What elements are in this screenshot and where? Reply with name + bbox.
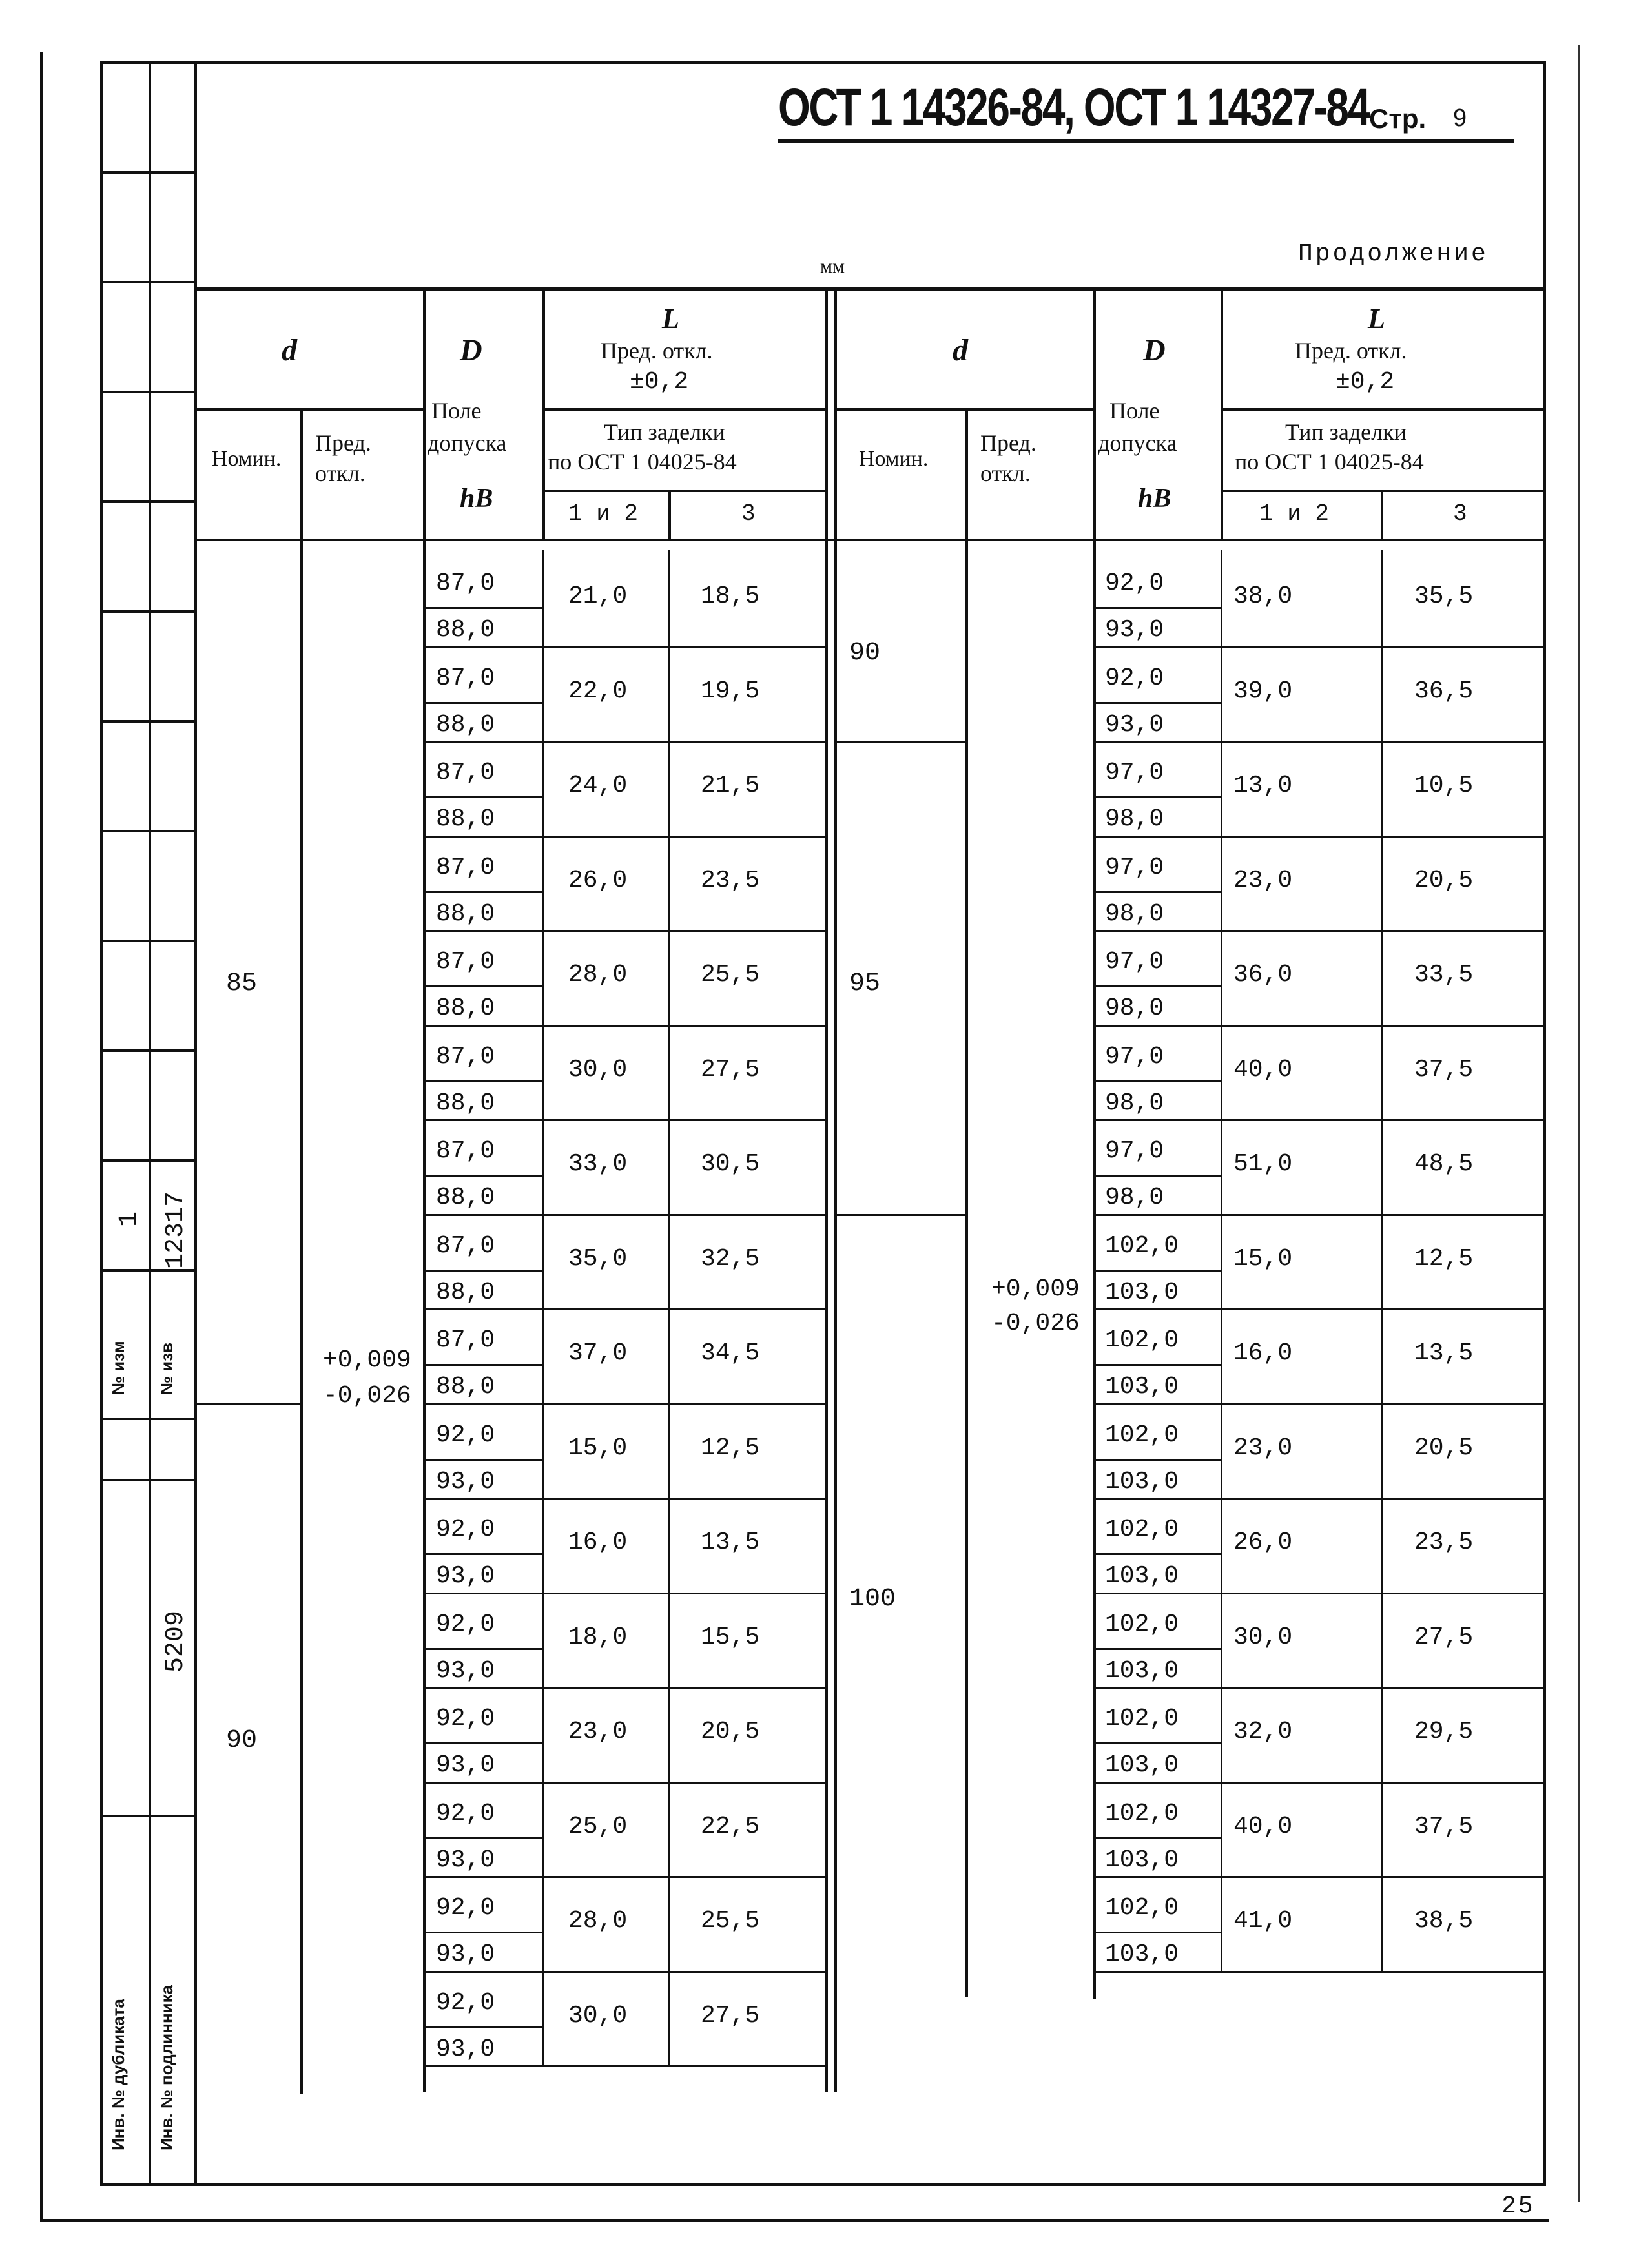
row-divider (1093, 1687, 1545, 1689)
d-divider (424, 985, 542, 987)
d-divider (1093, 985, 1221, 987)
t12-right: 1 и 2 (1259, 500, 1330, 527)
l-type3-value: 22,5 (701, 1812, 760, 1840)
L-dev-val-left: ±0,2 (630, 368, 689, 396)
otkl-right: откл. (980, 460, 1031, 486)
l-type3-value: 20,5 (1414, 1434, 1474, 1462)
l-type3-value: 36,5 (1414, 677, 1474, 705)
l-type12-value: 30,0 (568, 2001, 628, 2030)
row-divider (1093, 1119, 1545, 1121)
l-col-end (1543, 739, 1545, 1214)
izv-label: № изв (157, 1342, 176, 1395)
d-divider (1093, 607, 1221, 609)
d-divider (1093, 891, 1221, 893)
l-type12-value: 39,0 (1233, 677, 1293, 705)
l-type12-value: 25,0 (568, 1812, 628, 1840)
izv-value: 12317 (161, 1191, 191, 1269)
d-upper-value: 92,0 (436, 1988, 495, 2017)
d-lower-value: 103,0 (1105, 1467, 1179, 1496)
l-type3-value: 23,5 (1414, 1529, 1474, 1556)
row-divider (1093, 1593, 1545, 1594)
l-type12-value: 40,0 (1233, 1812, 1293, 1840)
row-divider (424, 1025, 825, 1027)
l-type3-value: 21,5 (701, 772, 760, 799)
l-type3-value: 18,5 (701, 582, 760, 610)
d-lower-value: 88,0 (436, 1278, 495, 1306)
l-type12-value: 28,0 (568, 1907, 628, 1935)
l-type3-value: 25,5 (701, 1907, 760, 1935)
l-type3-value: 13,5 (1414, 1339, 1474, 1367)
d-col-end (542, 1402, 544, 2066)
dubl-label: Инв. № дубликата (108, 1999, 128, 2150)
row-divider (424, 646, 825, 648)
nominal-d-value: 95 (849, 969, 881, 999)
l-type3-value: 30,5 (701, 1150, 760, 1178)
d-divider (1093, 1175, 1221, 1177)
l-type3-value: 23,5 (701, 866, 760, 894)
l-type3-value: 10,5 (1414, 772, 1474, 799)
l-type3-value: 27,5 (701, 1055, 760, 1084)
d-upper-value: 87,0 (436, 1042, 495, 1071)
d-upper-value: 92,0 (1105, 664, 1164, 692)
d-lower-value: 93,0 (436, 1751, 495, 1779)
d-upper-value: 102,0 (1105, 1610, 1179, 1638)
d-upper-value: 102,0 (1105, 1421, 1179, 1449)
group-divider (834, 1214, 965, 1216)
l-type12-value: 30,0 (1233, 1623, 1293, 1651)
col-D-right: D (1143, 333, 1166, 367)
row-divider (1093, 930, 1545, 932)
d-upper-value: 92,0 (1105, 570, 1164, 597)
row-divider (424, 741, 825, 743)
l-col-end (825, 550, 827, 1403)
tip-left: Тип заделки (604, 419, 725, 445)
d-divider (1093, 1270, 1221, 1272)
poost-left: по ОСТ 1 04025-84 (548, 449, 737, 475)
l-type12-value: 30,0 (568, 1055, 628, 1084)
l-type12-value: 32,0 (1233, 1718, 1293, 1746)
d-lower-value: 88,0 (436, 900, 495, 928)
t3-right: 3 (1453, 500, 1467, 527)
l-type12-value: 23,0 (1233, 1434, 1293, 1462)
col-D-left: D (460, 333, 482, 367)
l-type3-value: 25,5 (701, 961, 760, 989)
d-divider (1093, 1080, 1221, 1082)
d-divider (1093, 1553, 1221, 1555)
d-upper-value: 97,0 (1105, 1137, 1164, 1165)
l-type12-value: 13,0 (1233, 772, 1293, 799)
d-lower-value: 93,0 (436, 1467, 495, 1496)
dopuska-left: допуска (428, 430, 507, 456)
d-upper-value: 102,0 (1105, 1894, 1179, 1922)
l-type12-value: 36,0 (1233, 961, 1293, 989)
d-lower-value: 93,0 (436, 1846, 495, 1874)
d-lower-value: 93,0 (436, 1562, 495, 1590)
d-lower-value: 98,0 (1105, 805, 1164, 833)
l-type12-value: 24,0 (568, 772, 628, 799)
row-divider (424, 1214, 825, 1216)
l-col-divider (668, 1402, 670, 2066)
d-col-end (542, 550, 544, 1403)
group-divider (834, 741, 965, 743)
row-divider (424, 2065, 825, 2067)
doc-title: ОСТ 1 14326-84, ОСТ 1 14327-84 (778, 78, 1370, 137)
d-upper-value: 87,0 (436, 853, 495, 881)
d-upper-value: 92,0 (436, 1894, 495, 1922)
hb-right: hВ (1138, 484, 1171, 513)
d-upper-value: 87,0 (436, 1232, 495, 1260)
l-type12-value: 35,0 (568, 1244, 628, 1273)
l-type12-value: 41,0 (1233, 1907, 1293, 1935)
d-upper-value: 97,0 (1105, 759, 1164, 787)
izm-label: № изм (108, 1341, 128, 1395)
d-upper-value: 102,0 (1105, 1799, 1179, 1828)
d-lower-value: 88,0 (436, 1373, 495, 1401)
dopuska-right: допуска (1098, 430, 1177, 456)
l-type3-value: 27,5 (1414, 1623, 1474, 1651)
d-lower-value: 103,0 (1105, 1656, 1179, 1685)
d-upper-value: 102,0 (1105, 1232, 1179, 1260)
row-divider (1093, 1025, 1545, 1027)
d-divider (424, 1648, 542, 1650)
d-lower-value: 103,0 (1105, 1941, 1179, 1968)
d-lower-value: 93,0 (436, 1656, 495, 1685)
header-bottom-line (194, 539, 1546, 541)
row-divider (424, 1782, 825, 1784)
d-col-end (1221, 739, 1222, 1214)
nominal-d-value: 100 (849, 1584, 896, 1614)
l-type12-value: 23,0 (568, 1718, 628, 1746)
l-col-divider (1381, 739, 1383, 1214)
t3-left: 3 (741, 500, 756, 527)
l-type3-value: 34,5 (701, 1339, 760, 1367)
hb-left: hВ (460, 484, 493, 513)
l-type3-value: 33,5 (1414, 961, 1474, 989)
row-divider (424, 1687, 825, 1689)
row-divider (424, 1308, 825, 1310)
d-col-end (1221, 1213, 1222, 1971)
l-col-divider (668, 550, 670, 1403)
d-lower-value: 88,0 (436, 710, 495, 739)
l-col-end (1543, 1213, 1545, 1971)
d-divider (424, 1364, 542, 1366)
nominal-d-value: 90 (849, 638, 881, 668)
row-divider (424, 1119, 825, 1121)
d-divider (424, 1270, 542, 1272)
pred-left: Пред. (315, 430, 371, 456)
d-upper-value: 87,0 (436, 759, 495, 787)
units-label: мм (820, 256, 845, 277)
row-divider (424, 1593, 825, 1594)
group-divider (194, 1403, 303, 1405)
d-lower-value: 88,0 (436, 616, 495, 644)
d-upper-value: 92,0 (436, 1516, 495, 1543)
d-lower-value: 98,0 (1105, 995, 1164, 1022)
d-upper-value: 92,0 (436, 1421, 495, 1449)
l-type12-value: 23,0 (1233, 866, 1293, 894)
d-divider (1093, 1459, 1221, 1461)
poost-right: по ОСТ 1 04025-84 (1235, 449, 1424, 475)
row-divider (1093, 1876, 1545, 1878)
row-divider (1093, 1214, 1545, 1216)
outer-frame-left (40, 52, 43, 2222)
d-lower-value: 98,0 (1105, 1089, 1164, 1117)
d-divider (1093, 796, 1221, 798)
d-divider (424, 2026, 542, 2028)
row-divider (1093, 1782, 1545, 1784)
l-type12-value: 15,0 (1233, 1244, 1293, 1273)
right-tol-minus: -0,026 (991, 1310, 1080, 1337)
d-lower-value: 88,0 (436, 1089, 495, 1117)
l-type12-value: 40,0 (1233, 1055, 1293, 1084)
continuation-label: Продолжение (1298, 240, 1489, 268)
d-lower-value: 103,0 (1105, 1373, 1179, 1401)
d-upper-value: 92,0 (436, 1610, 495, 1638)
d-upper-value: 102,0 (1105, 1516, 1179, 1543)
d-upper-value: 87,0 (436, 1326, 495, 1354)
side-stamp-divider (149, 61, 151, 2186)
d-divider (424, 607, 542, 609)
L-dev-val-right: ±0,2 (1335, 368, 1395, 396)
d-upper-value: 102,0 (1105, 1326, 1179, 1354)
row-divider (424, 930, 825, 932)
d-lower-value: 103,0 (1105, 1846, 1179, 1874)
row-divider (1093, 741, 1545, 743)
d-upper-value: 97,0 (1105, 948, 1164, 976)
d-upper-value: 92,0 (436, 1799, 495, 1828)
d-lower-value: 93,0 (1105, 616, 1164, 644)
d-upper-value: 92,0 (436, 1705, 495, 1733)
l-type3-value: 20,5 (1414, 866, 1474, 894)
l-type3-value: 37,5 (1414, 1055, 1474, 1084)
d-divider (1093, 702, 1221, 704)
l-type3-value: 27,5 (701, 2001, 760, 2030)
izm-value: 1 (115, 1211, 144, 1227)
l-type12-value: 16,0 (1233, 1339, 1293, 1367)
d-upper-value: 87,0 (436, 664, 495, 692)
d-divider (424, 1459, 542, 1461)
d-lower-value: 88,0 (436, 805, 495, 833)
col-d-left: d (282, 333, 297, 367)
d-divider (424, 1837, 542, 1839)
l-type12-value: 15,0 (568, 1434, 628, 1462)
l-type12-value: 33,0 (568, 1150, 628, 1178)
col-L-left: L (662, 303, 679, 335)
d-divider (424, 1175, 542, 1177)
l-type12-value: 37,0 (568, 1339, 628, 1367)
row-divider (424, 1971, 825, 1973)
l-type12-value: 51,0 (1233, 1150, 1293, 1178)
d-divider (1093, 1932, 1221, 1933)
L-dev-right: Пред. откл. (1295, 338, 1407, 364)
tip-right: Тип заделки (1285, 419, 1407, 445)
row-divider (424, 1876, 825, 1878)
left-tol-plus: +0,009 (323, 1346, 411, 1374)
d-lower-value: 88,0 (436, 1184, 495, 1211)
page-num: 9 (1453, 105, 1467, 132)
d-lower-value: 93,0 (436, 1941, 495, 1968)
l-type3-value: 32,5 (701, 1244, 760, 1273)
l-type12-value: 28,0 (568, 961, 628, 989)
l-type3-value: 12,5 (1414, 1244, 1474, 1273)
d-divider (424, 1553, 542, 1555)
l-type3-value: 19,5 (701, 677, 760, 705)
L-dev-left: Пред. откл. (601, 338, 713, 364)
l-type12-value: 16,0 (568, 1529, 628, 1556)
outer-frame-right (1578, 45, 1580, 2202)
l-col-divider (1381, 1213, 1383, 1971)
row-divider (1093, 836, 1545, 838)
row-divider (1093, 646, 1545, 648)
row-divider (424, 1403, 825, 1405)
d-upper-value: 87,0 (436, 570, 495, 597)
nominal-d-value: 90 (226, 1726, 258, 1756)
row-divider (1093, 1971, 1545, 1973)
d-divider (424, 702, 542, 704)
l-col-divider (1381, 550, 1383, 741)
l-type12-value: 38,0 (1233, 582, 1293, 610)
l-type3-value: 38,5 (1414, 1907, 1474, 1935)
d-lower-value: 88,0 (436, 995, 495, 1022)
row-divider (424, 836, 825, 838)
d-lower-value: 103,0 (1105, 1751, 1179, 1779)
d-divider (424, 1932, 542, 1933)
l-type12-value: 26,0 (568, 866, 628, 894)
nominal-d-value: 85 (226, 969, 258, 999)
d-divider (424, 796, 542, 798)
d-divider (424, 1742, 542, 1744)
d-col-end (1221, 550, 1222, 741)
col-L-right: L (1368, 303, 1385, 335)
l-type3-value: 12,5 (701, 1434, 760, 1462)
l-type3-value: 35,5 (1414, 582, 1474, 610)
pole-left: Поле (431, 398, 482, 424)
l-type12-value: 21,0 (568, 582, 628, 610)
d-divider (1093, 1364, 1221, 1366)
d-upper-value: 87,0 (436, 1137, 495, 1165)
pole-right: Поле (1109, 398, 1160, 424)
d-upper-value: 97,0 (1105, 1042, 1164, 1071)
d-divider (424, 1080, 542, 1082)
title-underline (778, 139, 1514, 143)
l-type3-value: 37,5 (1414, 1812, 1474, 1840)
d-lower-value: 103,0 (1105, 1562, 1179, 1590)
left-tol-minus: -0,026 (323, 1382, 411, 1410)
podl-label: Инв. № подлинника (157, 1984, 176, 2150)
l-type12-value: 26,0 (1233, 1529, 1293, 1556)
row-divider (1093, 1308, 1545, 1310)
t12-left: 1 и 2 (568, 500, 639, 527)
col-d-right: d (953, 333, 968, 367)
d-upper-value: 97,0 (1105, 853, 1164, 881)
page-label: Стр. (1369, 103, 1427, 134)
nomin-left: Номин. (212, 447, 282, 471)
pred-right: Пред. (980, 430, 1036, 456)
l-type3-value: 13,5 (701, 1529, 760, 1556)
d-lower-value: 98,0 (1105, 1184, 1164, 1211)
l-type12-value: 22,0 (568, 677, 628, 705)
d-divider (1093, 1837, 1221, 1839)
d-upper-value: 87,0 (436, 948, 495, 976)
row-divider (1093, 1498, 1545, 1500)
otkl-left: откл. (315, 460, 366, 486)
d-lower-value: 93,0 (1105, 710, 1164, 739)
d-divider (1093, 1648, 1221, 1650)
footer-page-number: 25 (1501, 2192, 1535, 2220)
l-col-end (1543, 550, 1545, 741)
row-divider (1093, 1403, 1545, 1405)
d-lower-value: 98,0 (1105, 900, 1164, 928)
right-tol-plus: +0,009 (991, 1275, 1080, 1303)
d-divider (424, 891, 542, 893)
podl-value: 5209 (161, 1610, 191, 1673)
d-lower-value: 103,0 (1105, 1278, 1179, 1306)
d-divider (1093, 1742, 1221, 1744)
l-type3-value: 29,5 (1414, 1718, 1474, 1746)
table-top-line (194, 287, 1546, 291)
l-type3-value: 48,5 (1414, 1150, 1474, 1178)
outer-frame-bottom (40, 2219, 1549, 2222)
l-type3-value: 15,5 (701, 1623, 760, 1651)
d-upper-value: 102,0 (1105, 1705, 1179, 1733)
d-lower-value: 93,0 (436, 2035, 495, 2063)
l-col-end (825, 1402, 827, 2066)
l-type12-value: 18,0 (568, 1623, 628, 1651)
nomin-right: Номин. (859, 447, 929, 471)
l-type3-value: 20,5 (701, 1718, 760, 1746)
row-divider (424, 1498, 825, 1500)
